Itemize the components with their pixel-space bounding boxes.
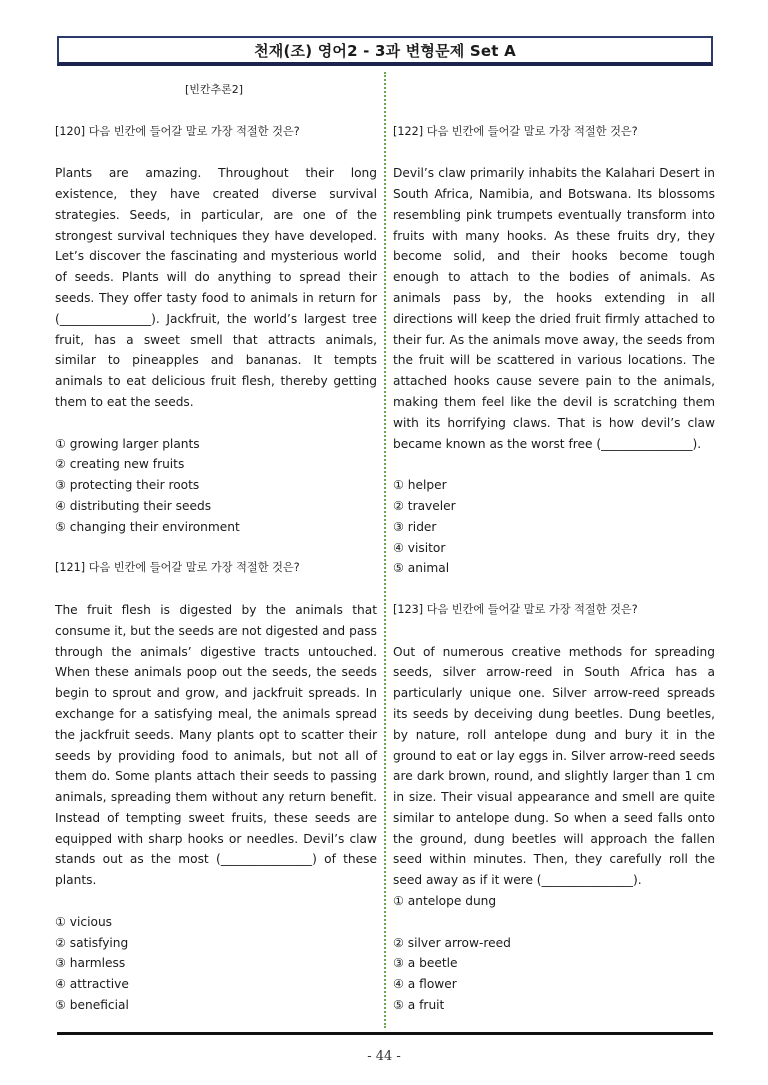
question-123-prompt: [123] 다음 빈칸에 들어갈 말로 가장 적절한 것은? [393, 602, 638, 616]
right-column [393, 80, 715, 1016]
column-divider [384, 72, 386, 1028]
question-120-option-4: ④ distributing their seeds [55, 498, 212, 513]
question-123-option-2: ② silver arrow-reed [393, 935, 511, 950]
question-122-passage: Devil’s claw primarily inhabits the Kalahari Desert in South Africa, Namibia, and Botswana. Its blossoms resembling pink trumpets eventually transform into fruits with many hooks. As these fruits dry, they become solid, and their hooks become tough enough to attach to the bodies of animals. As animals pass by, the hooks extending in all directions will keep the dried fruit firmly attached to their fur. As the animals move away, the seeds from the fruit will be scattered in various locations. The attached hooks cause severe pain to the animals, making them feel like the devil is scratching them with its horrifying claws. That is how devil’s claw became known as the worst free (_______________). [393, 166, 715, 451]
question-121-passage: The fruit flesh is digested by the animals that consume it, but the seeds are not digested and pass through the animals’ digestive tracts untouched. When these animals poop out the seeds, the seeds begin to sprout and grow, and jackfruit spreads. In exchange for a satisfying meal, the animals spread the jackfruit seeds. Many plants opt to scatter their seeds by providing food to animals, but not all of them do. Some plants attach their seeds to passing animals, spreading them without any return benefit. Instead of tempting sweet fruits, these seeds are equipped with sharp hooks or needles. Devil’s claw stands out as the most (_______________) of these plants. [55, 602, 377, 888]
question-120-passage: Plants are amazing. Throughout their long existence, they have created diverse survival strategies. Seeds, in particular, are one of the strongest survival techniques they have developed. Let’s discover the fascinating and mysterious world of seeds. Plants will do anything to spread their seeds. They offer tasty food to animals in return for (_______________). Jackfruit, the world’s largest tree fruit, has a sweet smell that attracts animals, similar to pineapples and bananas. It tempts animals to eat delicious fruit flesh, thereby getting them to eat the seeds. [55, 166, 377, 409]
question-122-option-4: ④ visitor [393, 540, 446, 555]
question-123-option-4: ④ a flower [393, 977, 457, 992]
question-123-option-5: ⑤ a fruit [393, 998, 445, 1013]
question-122-option-1: ① helper [393, 478, 447, 493]
page-header [57, 36, 713, 66]
question-121-option-1: ① vicious [55, 914, 113, 929]
question-122-option-5: ⑤ animal [393, 561, 450, 576]
question-122-prompt: [122] 다음 빈칸에 들어갈 말로 가장 적절한 것은? [393, 124, 638, 138]
left-column [55, 80, 377, 1016]
question-121-prompt: [121] 다음 빈칸에 들어갈 말로 가장 적절한 것은? [55, 561, 300, 575]
question-120-prompt: [120] 다음 빈칸에 들어갈 말로 가장 적절한 것은? [55, 124, 300, 138]
question-122-option-3: ③ rider [393, 519, 437, 534]
question-120-option-2: ② creating new fruits [55, 457, 185, 472]
question-120-option-3: ③ protecting their roots [55, 478, 200, 493]
question-121-option-5: ⑤ beneficial [55, 998, 129, 1013]
question-121-option-4: ④ attractive [55, 977, 129, 992]
question-120-option-1: ① growing larger plants [55, 436, 200, 451]
question-123-option-1: ① antelope dung [393, 894, 497, 909]
question-123-option-3: ③ a beetle [393, 956, 458, 971]
question-120-option-5: ⑤ changing their environment [55, 519, 240, 534]
footer-rule [57, 1032, 713, 1035]
page-title: 천재(조) 영어2 - 3과 변형문제 Set A [254, 41, 516, 60]
question-121-option-3: ③ harmless [55, 956, 126, 971]
question-123-passage: Out of numerous creative methods for spreading seeds, silver arrow-reed in South Africa has a particularly unique one. Silver arrow-reed spreads its seeds by deceiving dung beetles. Dung beetles, by nature, roll antelope dung and bury it in the ground to eat or lay eggs in. Silver arrow-reed seeds are dark brown, round, and slightly larger than 1 cm in size. Their visual appearance and smell are quite similar to antelope dung. So when a seed falls onto the ground, dung beetles will approach the fallen seed within minutes. Then, they carefully roll the seed away as if it were (_______________). [393, 644, 715, 888]
question-122-option-2: ② traveler [393, 498, 456, 513]
question-121-option-2: ② satisfying [55, 935, 129, 950]
page-number: - 44 - [367, 1049, 401, 1064]
section-label: [빈칸추론2] [185, 83, 244, 96]
